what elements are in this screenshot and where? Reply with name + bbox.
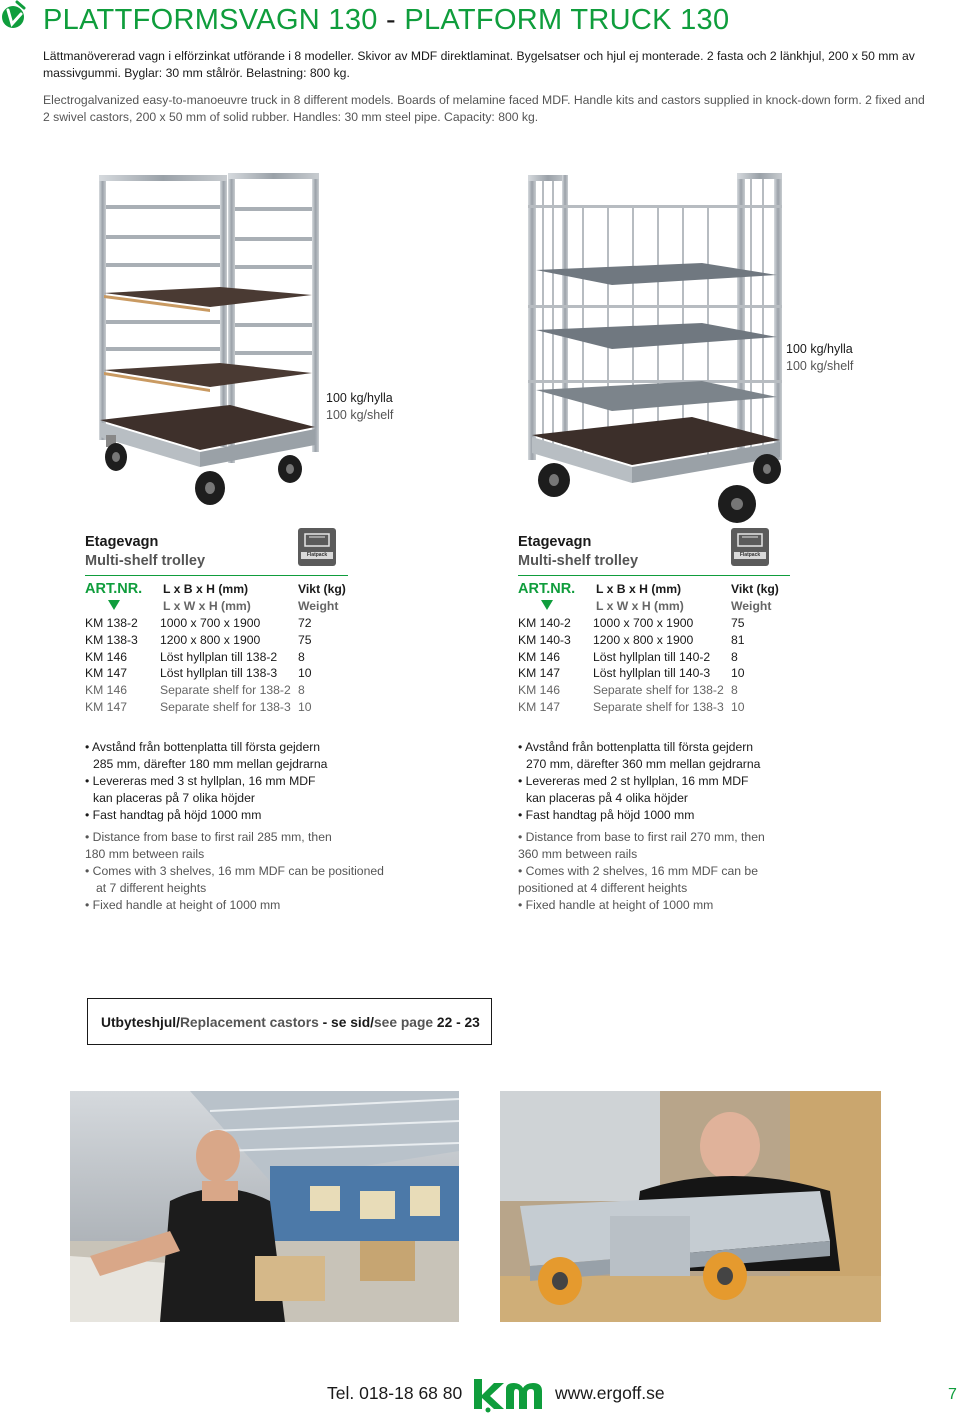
- assembly-worker-photo: [500, 1091, 881, 1322]
- arrow-down-icon: [518, 598, 593, 615]
- flatpack-box-icon: [731, 528, 769, 566]
- weight: 8: [731, 649, 738, 664]
- col-dimensions-en: L x W x H (mm): [163, 599, 251, 614]
- multi-shelf-trolley-illustration-right: [522, 165, 792, 530]
- list-item: • Comes with 3 shelves, 16 mm MDF can be positioned at 7 different heights: [85, 863, 384, 895]
- col-art-number: ART.NR.: [518, 581, 576, 598]
- col-dimensions-en: L x W x H (mm): [596, 599, 684, 614]
- art-number: KM 146: [85, 683, 128, 698]
- weight: 8: [731, 683, 738, 698]
- weight: 10: [731, 699, 745, 714]
- load-capacity-label-left: [326, 390, 393, 424]
- product-header: [518, 530, 790, 576]
- list-item: • Fast handtag på höjd 1000 mm: [518, 807, 695, 822]
- art-number: KM 140-2: [518, 615, 571, 630]
- weight: 10: [298, 699, 312, 714]
- weight: 10: [731, 666, 745, 681]
- table-header-row: [518, 581, 779, 598]
- title-separator: -: [377, 4, 405, 36]
- product-block-right: [518, 530, 868, 913]
- list-item: • Distance from base to first rail 270 mm, then 360 mm between rails: [518, 830, 765, 862]
- col-art-number: ART.NR.: [85, 581, 143, 598]
- title-en: PLATFORM TRUCK 130: [404, 4, 730, 36]
- table-row: [518, 682, 779, 699]
- load-capacity-sv: 100 kg/hylla: [326, 391, 393, 405]
- description: 1200 x 800 x 1900: [593, 632, 694, 647]
- feature-list-en: [85, 829, 435, 913]
- brand-mark-icon: [0, 0, 30, 30]
- list-item: • Fast handtag på höjd 1000 mm: [85, 807, 262, 822]
- col-dimensions-sv: L x B x H (mm): [163, 582, 249, 597]
- art-number: KM 138-2: [85, 615, 138, 630]
- col-weight-sv: Vikt (kg): [298, 582, 346, 597]
- weight: 10: [298, 666, 312, 681]
- intro-text-en: Electrogalvanized easy-to-manoeuvre truck in 8 different models. Boards of melamine faced MDF. Handle kits and castors supplied in knock-down form. 2 fixed and 2 swivel castors, 200 x 50 mm of solid rubber. Handles: 30 mm steel pipe. Capacity: 800 kg.: [43, 93, 925, 124]
- table-row: [518, 699, 779, 716]
- product-block-left: [85, 530, 435, 913]
- description: Separate shelf for 138-3: [593, 699, 724, 714]
- art-number: KM 147: [85, 699, 128, 714]
- table-row: [518, 665, 779, 682]
- description: 1200 x 800 x 1900: [160, 632, 261, 647]
- weight: 75: [298, 632, 312, 647]
- art-number: KM 146: [85, 649, 128, 664]
- title-sv: PLATTFORMSVAGN 130: [43, 4, 378, 36]
- list-item: • Avstånd från bottenplatta till första gejdern 285 mm, därefter 180 mm mellan gejdrarna: [85, 740, 328, 772]
- page-title: [43, 4, 729, 37]
- flatpack-badge-icon: [298, 528, 336, 566]
- table-row: [85, 682, 346, 699]
- load-capacity-label-right: [786, 341, 853, 375]
- art-number: KM 146: [518, 683, 561, 698]
- flatpack-badge-icon: [731, 528, 769, 566]
- weight: 75: [731, 615, 745, 630]
- product-header: [85, 530, 348, 576]
- description: 1000 x 700 x 1900: [160, 615, 261, 630]
- col-weight-en: Weight: [298, 599, 339, 614]
- product-name-sv: Etagevagn: [85, 534, 159, 550]
- list-item: • Distance from base to first rail 285 mm, then 180 mm between rails: [85, 830, 332, 862]
- intro-text-sv: Lättmanövererad vagn i elförzinkat utförande i 8 modeller. Skivor av MDF direktlaminat. Bygelsatser och hjul ej monterade. 2 fasta och 2 länkhjul, 200 x 50 mm av massivgummi. Byglar: 30 mm stålrör. Belastning: 800 kg.: [43, 49, 915, 80]
- spec-table: [518, 581, 779, 715]
- footer-website-link[interactable]: www.ergoff.se: [555, 1383, 665, 1403]
- art-number: KM 140-3: [518, 632, 571, 647]
- weight: 81: [731, 632, 745, 647]
- table-row: [85, 665, 346, 682]
- table-row: [85, 615, 346, 632]
- description: Löst hyllplan till 138-2: [160, 649, 278, 664]
- load-capacity-sv: 100 kg/hylla: [786, 342, 853, 356]
- list-item: • Fixed handle at height of 1000 mm: [85, 897, 281, 912]
- multi-shelf-trolley-illustration-left: [90, 165, 330, 510]
- description: Separate shelf for 138-3: [160, 699, 291, 714]
- weight: 72: [298, 615, 312, 630]
- description: Separate shelf for 138-2: [160, 683, 291, 698]
- load-capacity-en: 100 kg/shelf: [786, 359, 854, 373]
- list-item: • Comes with 2 shelves, 16 mm MDF can be positioned at 4 different heights: [518, 863, 758, 895]
- list-item: • Avstånd från bottenplatta till första gejdern 270 mm, därefter 360 mm mellan gejdrarna: [518, 740, 761, 772]
- flatpack-label: Flatpack: [301, 552, 333, 559]
- description: Löst hyllplan till 138-3: [160, 666, 278, 681]
- feature-list-en: [518, 829, 868, 913]
- table-row: [85, 648, 346, 665]
- product-name-en: Multi-shelf trolley: [518, 553, 639, 569]
- list-item: • Fixed handle at height of 1000 mm: [518, 897, 714, 912]
- table-row: [518, 648, 779, 665]
- art-number: KM 146: [518, 649, 561, 664]
- table-header-row: [85, 581, 346, 598]
- art-number: KM 147: [518, 699, 561, 714]
- art-number: KM 147: [518, 666, 561, 681]
- description: 1000 x 700 x 1900: [593, 615, 694, 630]
- spec-table: [85, 581, 346, 715]
- load-capacity-en: 100 kg/shelf: [326, 408, 394, 422]
- art-number: KM 147: [85, 666, 128, 681]
- col-weight-sv: Vikt (kg): [731, 582, 779, 597]
- table-row: [518, 631, 779, 648]
- table-subheader-row: [518, 598, 779, 615]
- table-row: [518, 615, 779, 632]
- feature-list-sv: [518, 739, 868, 823]
- list-item: • Levereras med 3 st hyllplan, 16 mm MDF kan placeras på 7 olika höjder: [85, 773, 316, 805]
- weight: 8: [298, 649, 305, 664]
- replacement-castors-reference: Utbyteshjul/Replacement castors - se sid/see page 22 - 23: [87, 998, 492, 1045]
- page-number: 7: [948, 1386, 957, 1403]
- warehouse-worker-photo: [70, 1091, 459, 1322]
- table-subheader-row: [85, 598, 346, 615]
- description: Separate shelf for 138-2: [593, 683, 724, 698]
- product-name-en: Multi-shelf trolley: [85, 553, 206, 569]
- art-number: KM 138-3: [85, 632, 138, 647]
- company-logo-icon: [470, 1375, 546, 1413]
- product-name-sv: Etagevagn: [518, 534, 592, 550]
- flatpack-box-icon: [298, 528, 336, 566]
- flatpack-label: Flatpack: [734, 552, 766, 559]
- list-item: • Levereras med 2 st hyllplan, 16 mm MDF kan placeras på 4 olika höjder: [518, 773, 749, 805]
- description: Löst hyllplan till 140-2: [593, 649, 711, 664]
- description: Löst hyllplan till 140-3: [593, 666, 711, 681]
- col-weight-en: Weight: [731, 599, 772, 614]
- footer-phone: Tel. 018-18 68 80: [327, 1383, 463, 1403]
- feature-list-sv: [85, 739, 435, 823]
- col-dimensions-sv: L x B x H (mm): [596, 582, 682, 597]
- arrow-down-icon: [85, 598, 160, 615]
- table-row: [85, 631, 346, 648]
- table-row: [85, 699, 346, 716]
- weight: 8: [298, 683, 305, 698]
